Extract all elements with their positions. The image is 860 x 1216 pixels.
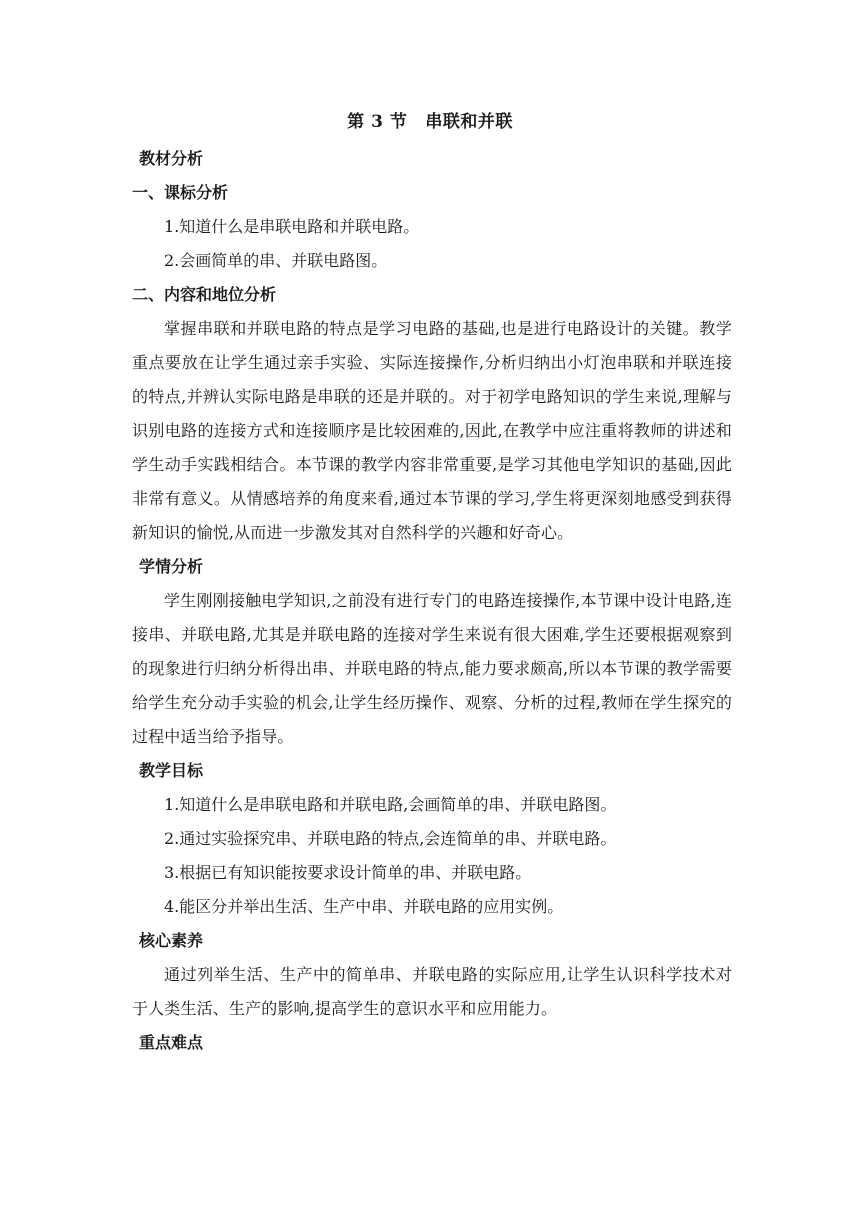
heading-key-points: 重点难点 [139,1033,204,1052]
heading-teaching-goals: 教学目标 [139,761,204,780]
heading-curriculum: 一、课标分析 [132,183,229,202]
student-paragraph: 学生刚刚接触电学知识,之前没有进行专门的电路连接操作,本节课中设计电路,连接串、并联电路,尤其是并联电路的连接对学生来说有很大困难,学生还要根据观察到的现象进行归纳分析得出串、并联电路的特点,能力要求颇高,所以本节课的教学需要给学生充分动手实验的机会,让学生经历操作、观察、分析的过程,教师在学生探究的过程中适当给予指导。 [132,591,732,746]
goal-item: 1.知道什么是串联电路和并联电路,会画简单的串、并联电路图。 [164,795,617,814]
goal-item: 3.根据已有知识能按要求设计简单的串、并联电路。 [164,863,532,882]
goal-item: 2.通过实验探究串、并联电路的特点,会连简单的串、并联电路。 [164,829,617,848]
heading-material-analysis: 教材分析 [139,149,204,168]
curriculum-item: 1.知道什么是串联电路和并联电路。 [164,217,420,236]
content-paragraph: 掌握串联和并联电路的特点是学习电路的基础,也是进行电路设计的关键。教学重点要放在让学生通过亲手实验、实际连接操作,分析归纳出小灯泡串联和并联连接的特点,并辨认实际电路是串联的还是并联的。对于初学电路知识的学生来说,理解与识别电路的连接方式和连接顺序是比较困难的,因此,在教学中应注重将教师的讲述和学生动手实践相结合。本节课的教学内容非常重要,是学习其他电学知识的基础,因此非常有意义。从情感培养的角度来看,通过本节课的学习,学生将更深刻地感受到获得新知识的愉悦,从而进一步激发其对自然科学的兴趣和好奇心。 [132,319,732,542]
page-title [0,108,860,136]
core-paragraph: 通过列举生活、生产中的简单串、并联电路的实际应用,让学生认识科学技术对于人类生活、生产的影响,提高学生的意识水平和应用能力。 [132,965,732,1018]
document-body [132,142,732,1060]
heading-content-position: 二、内容和地位分析 [132,285,277,304]
title-text: 串联和并联 [425,112,513,132]
section-number: 第 3 节 [347,112,408,132]
heading-student-analysis: 学情分析 [139,557,204,576]
curriculum-item: 2.会画简单的串、并联电路图。 [164,251,388,270]
heading-core-literacy: 核心素养 [139,931,204,950]
goal-item: 4.能区分并举出生活、生产中串、并联电路的应用实例。 [164,897,564,916]
